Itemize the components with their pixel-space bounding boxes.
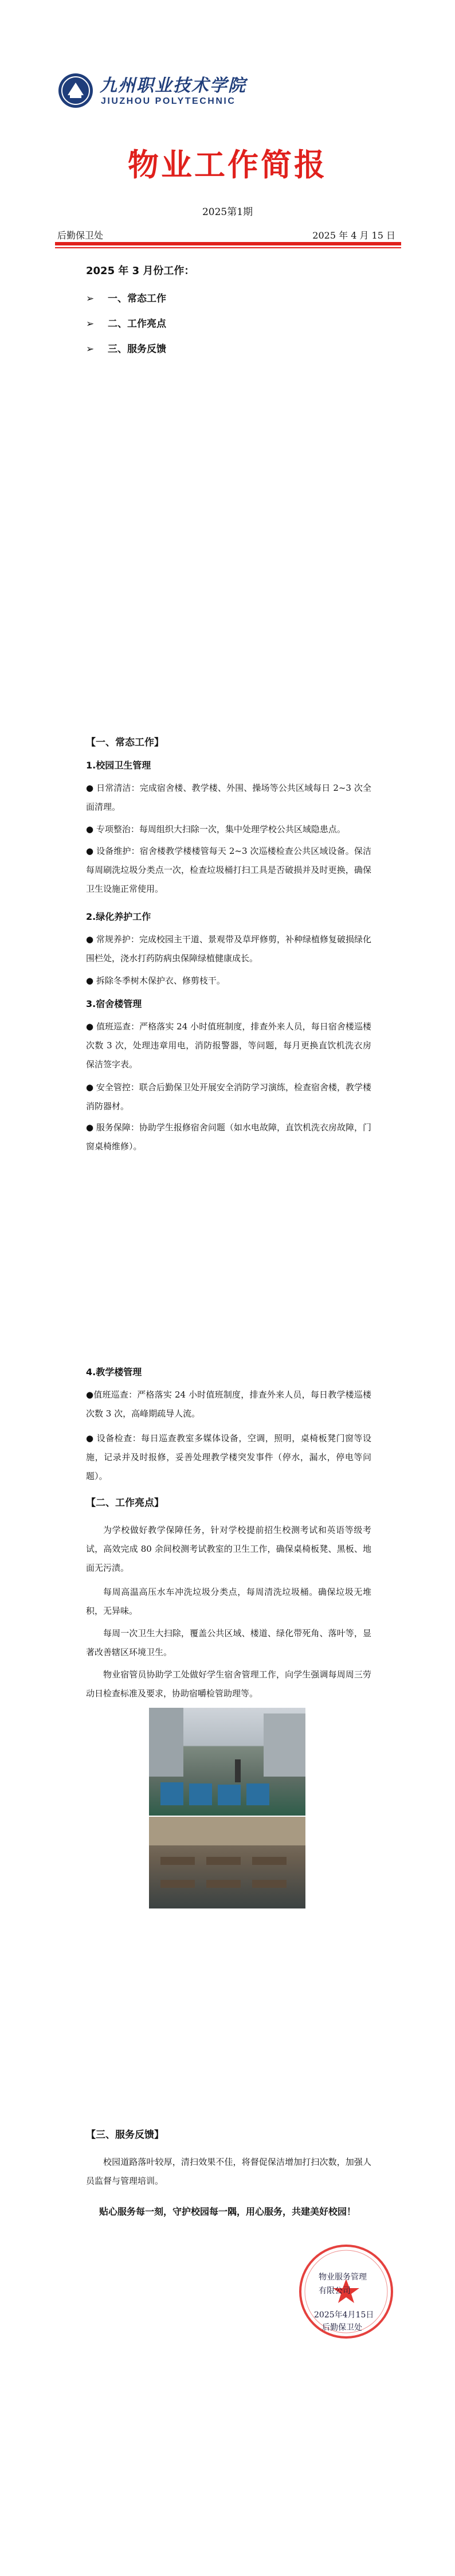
school-name-cn: 九州职业技术学院 xyxy=(100,76,246,96)
paragraph: ● 日常清洁：完成宿舍楼、教学楼、外围、操场等公共区域每日 2~3 次全面清理。 xyxy=(86,783,371,812)
issue-number: 2025第1期 xyxy=(202,206,253,218)
toc-item: ➢ 三、服务反馈 xyxy=(86,344,166,355)
paragraph: ● 常规养护：完成校园主干道、景观带及草坪修剪，补种绿植修复破损绿化围栏处，浇水打药防病虫保障绿植健康成长。 xyxy=(86,934,371,963)
toc-item: ➢ 一、常态工作 xyxy=(86,293,166,305)
header-divider-thin xyxy=(55,247,401,248)
paragraph: ● 专项整治：每周组织大扫除一次，集中处理学校公共区域隐患点。 xyxy=(86,824,346,834)
seal-department: 后勤保卫处 xyxy=(322,2323,362,2332)
paragraph: ● 设备检查：每日巡查教室多媒体设备，空调，照明，桌椅板凳门窗等设施，记录并及时报修，妥善处理教学楼突发事件（停水，漏水，停电等问题）。 xyxy=(86,1433,371,1481)
paragraph: 物业宿管员协助学工处做好学生宿舍管理工作，向学生强调每周周三劳动日检查标准及要求，协助宿嚼检管助理等。 xyxy=(86,1669,371,1699)
arrow-icon: ➢ xyxy=(86,293,95,305)
seal-text: 有限公司 xyxy=(319,2286,351,2296)
school-logo xyxy=(57,68,246,119)
issue-date: 2025 年 4 月 15 日 xyxy=(312,230,395,241)
subsection-title: 1.校园卫生管理 xyxy=(86,760,151,771)
seal-text: 物业服务管理 xyxy=(319,2273,367,2282)
toc-item: ➢ 二、工作亮点 xyxy=(86,318,166,330)
work-photo-classroom xyxy=(149,1817,305,1908)
paragraph: 校园道路落叶较厚，清扫效果不佳，将督促保洁增加打扫次数，加强人员监督与管理培训。 xyxy=(86,2157,371,2186)
subsection-title: 3.宿舍楼管理 xyxy=(86,998,142,1009)
paragraph: ● 安全管控：联合后勤保卫处开展安全消防学习演练，检查宿舍楼，教学楼消防器材。 xyxy=(86,1082,371,1111)
paragraph: 为学校做好教学保障任务，针对学校提前招生校测考试和英语等级考试，高效完成 80 余间校测考试教室的卫生工作，确保桌椅板凳、黑板、地面无污渍。 xyxy=(86,1525,371,1573)
paragraph: ● 设备维护：宿舍楼教学楼楼管每天 2~3 次巡楼检查公共区域设备。保洁每周刷洗垃圾分类点一次，检查垃圾桶打扫工具是否破损并及时更换，确保卫生设施正常使用。 xyxy=(86,846,371,894)
paragraph: 每周一次卫生大扫除，覆盖公共区域、楼道、绿化带死角、落叶等，显著改善辖区环境卫生。 xyxy=(86,1628,371,1657)
paragraph: 每周高温高压水车冲洗垃圾分类点，每周清洗垃圾桶。确保垃圾无堆积，无异味。 xyxy=(86,1587,371,1616)
school-emblem-icon xyxy=(57,72,94,109)
seal-date: 2025年4月15日 xyxy=(314,2310,374,2320)
section-title: 【二、工作亮点】 xyxy=(86,1497,164,1509)
slogan: 贴心服务每一刻，守护校园每一隅，用心服务，共建美好校园！ xyxy=(99,2206,356,2217)
header-divider xyxy=(55,242,401,245)
work-photo-cleaning xyxy=(149,1708,305,1816)
arrow-icon: ➢ xyxy=(86,344,95,355)
photo-cleaning-icon xyxy=(149,1708,305,1816)
arrow-icon: ➢ xyxy=(86,318,95,330)
page-title: 物业工作简报 xyxy=(128,147,327,183)
photo-classroom-icon xyxy=(149,1817,305,1908)
toc-heading: 2025 年 3 月份工作： xyxy=(86,265,195,277)
subsection-title: 2.绿化养护工作 xyxy=(86,911,151,922)
subsection-title: 4.教学楼管理 xyxy=(86,1367,142,1377)
section-title: 【三、服务反馈】 xyxy=(86,2129,164,2141)
paragraph: ● 拆除冬季树木保护衣、修剪枝干。 xyxy=(86,975,225,986)
department: 后勤保卫处 xyxy=(57,230,104,241)
paragraph: ●值班巡查：严格落实 24 小时值班制度，排查外来人员，每日教学楼巡楼次数 3 次，高峰期疏导人流。 xyxy=(86,1390,371,1419)
section-title: 【一、常态工作】 xyxy=(86,737,164,748)
school-name-en: JIUZHOU POLYTECHNIC xyxy=(101,96,236,106)
paragraph: ● 服务保障：协助学生报修宿舍问题（如水电故障，直饮机洗衣房故障，门窗桌椅维修）。 xyxy=(86,1122,371,1152)
paragraph: ● 值班巡查：严格落实 24 小时值班制度，排查外来人员，每日宿舍楼巡楼次数 3 次，处理违章用电，消防报警器，等问题，每月更换直饮机洗衣房保洁签字表。 xyxy=(86,1021,371,1070)
